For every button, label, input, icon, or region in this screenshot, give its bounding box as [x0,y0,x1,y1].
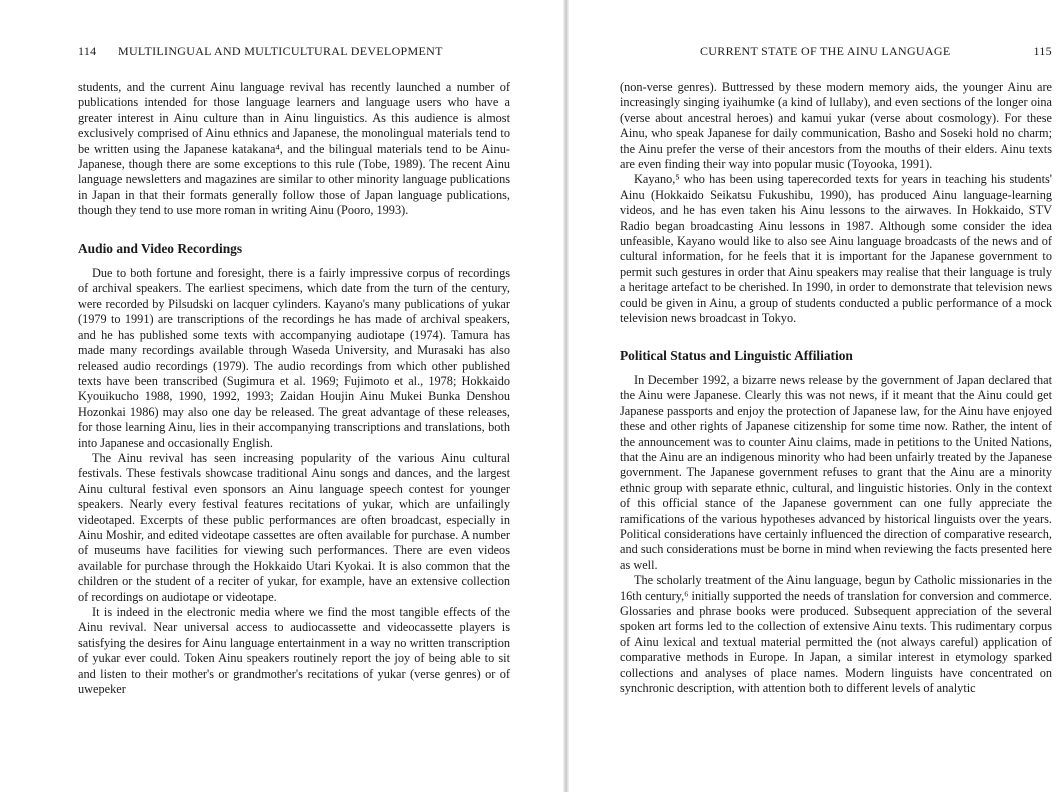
body-text [78,80,510,697]
paragraph: It is indeed in the electronic media where we find the most tangible effects of the Ainu revival. Near universal access to audiocassette and videocassette players is satisfying the desires for Ainu language entertainment in a way no written transcription of yukar ever could. Token Ainu speakers routinely report the joy of being able to sit and listen to their mother's or grandmother's recitations of yukar (verse genres) or of uwepeker [78,605,510,697]
running-head [78,44,510,62]
body-text [620,80,1052,696]
paragraph: students, and the current Ainu language revival has recently launched a number of publications intended for those language learners and language users who have a greater interest in Ainu culture than in Ainu linguistics. As this audience is almost exclusively comprised of Ainu ethnics and Japanese, the monolingual materials tend to be written using the Japanese katakana⁴, and the bilingual materials tend to be Ainu-Japanese, though there are some exceptions to this rule (Tobe, 1989). The recent Ainu language newsletters and magazines are similar to other minority language publications in Japan in that their formats generally follow those of Japan language publications, though they tend to use more roman in writing Ainu (Pooro, 1993). [78,80,510,218]
paragraph: The Ainu revival has seen increasing popularity of the various Ainu cultural festivals. These festivals showcase traditional Ainu songs and dances, and the largest Ainu cultural festival even sponsors an Ainu language speech contest for younger speakers. Nearly every festival features recitations of yukar, which are unfailingly videotaped. Excerpts of these public performances are often broadcast, especially in Ainu Moshir, and edited videotape cassettes are often available for purchase. A number of museums have facilities for viewing such performances. There are even videos available for purchase through the Hokkaido Utari Kyokai. It is also common that the children or the student of a reciter of yukar, for example, have an extensive collection of recordings on audiotape or videotape. [78,450,510,604]
paragraph: (non-verse genres). Buttressed by these modern memory aids, the younger Ainu are increasingly singing iyaihumke (a kind of lullaby), and even sections of the longer oina (verse about ancestral heroes) and kamui yukar (verse about cosmology). For these Ainu, who speak Japanese for daily communication, Basho and Soseki hold no charm; the Ainu prefer the verse of their ancestors from the mouths of their elders. Ainu texts are even finding their way into popular music (Toyooka, 1991). [620,80,1052,172]
page-number: 114 [78,44,97,58]
section-heading: Political Status and Linguistic Affiliation [620,347,853,363]
paragraph: In December 1992, a bizarre news release by the government of Japan declared that the Ainu were Japanese. Clearly this was not news, if it meant that the Ainu could get Japanese passports and enjoy the protection of Japanese law, for the Ainu have enjoyed these and other rights of Japanese citizenship for some time now. Rather, the intent of the announcement was to counter Ainu claims, made in petitions to the United Nations, that the Ainu are an indigenous minority who had been unfairly treated by the Japanese government. The Japanese government refuses to grant that the Ainu are a minority ethnic group with separate ethnic, cultural, and linguistic histories. Only in the context of this official stance of the Japanese government can one fully appreciate the ramifications of the various hypotheses advanced by historical linguists over the years. Political considerations have certainly influenced the direction of comparative research, and such considerations must be borne in mind when reviewing the facts presented here as well. [620,372,1052,572]
running-head-title: CURRENT STATE OF THE AINU LANGUAGE [700,44,951,58]
page-number: 115 [1033,44,1052,58]
running-head [620,44,1052,62]
running-head-title: MULTILINGUAL AND MULTICULTURAL DEVELOPMENT [118,44,443,58]
left-page [78,44,510,697]
paragraph: Kayano,⁵ who has been using taperecorded texts for years in teaching his students' Ainu (Hokkaido Seikatsu Fukushibu, 1990), has produced Ainu language-learning videos, and he has even taken his Ainu lessons to the airwaves. In Hokkaido, STV Radio began broadcasting Ainu lessons in 1987. Although some consider the idea unfeasible, Kayano would like to also see Ainu language broadcasts of the news and of cultural information, for he feels that it is important for the Japanese government to permit such gestures in order that Ainu speakers may realise that their language is truly a heritage artefact to be cherished. In 1990, in order to demonstrate that television news could be given in Ainu, a group of students conducted a public performance of a mock television news broadcast in Tokyo. [620,172,1052,326]
paragraph: The scholarly treatment of the Ainu language, begun by Catholic missionaries in the 16th century,⁶ initially supported the needs of translation for conversion and commerce. Glossaries and phrase books were produced. Subsequent appreciation of the several spoken art forms led to the collection of extensive Ainu texts. This rudimentary corpus of Ainu lexical and textual material permitted the (not always careful) application of comparative methods in Europe. In Japan, a similar interest in etymology sparked collections and analyses of place names. Modern linguists have concentrated on synchronic description, with attention both to different levels of analytic [620,573,1052,696]
paragraph: Due to both fortune and foresight, there is a fairly impressive corpus of recordings of archival speakers. The earliest specimens, which date from the turn of the century, were recorded by Pilsudski on lacquer cylinders. Kayano's many publications of yukar (1979 to 1991) are transcriptions of the recordings he has made of archival speakers, and he has published some texts with accompanying audiotape (1974). Tamura has made many recordings available through Waseda University, and Murasaki has also released audio recordings (1979). The audio recordings from which other published texts have been transcribed (Sugimura et al. 1969; Fujimoto et al., 1978; Hokkaido Kyouikucho 1988, 1990, 1992, 1993; Zaidan Houjin Ainu Mukei Bunka Denshou Hozonkai 1986) may also one day be released. The great advantage of these releases, for those learning Ainu, lies in their accompanying transcriptions and translations, both into Japanese and occasionally English. [78,266,510,450]
section-heading: Audio and Video Recordings [78,240,243,256]
right-page [620,44,1052,696]
book-gutter [563,0,569,792]
